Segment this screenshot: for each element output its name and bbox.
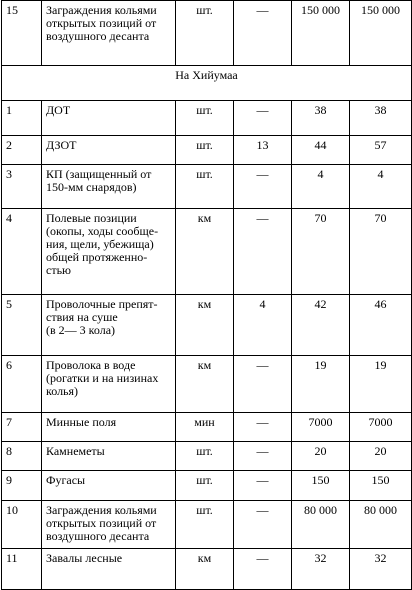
- row-number: 11: [2, 548, 42, 589]
- table-row: [2, 100, 412, 135]
- row-name: Полевые позиции (окопы, ходы сообще- ния, щели, убежища) общей протяженно- стью: [42, 208, 176, 295]
- row-value-1: 13: [234, 135, 292, 164]
- row-value-2: 32: [292, 548, 350, 589]
- table-row: [2, 356, 412, 413]
- row-unit: шт.: [176, 500, 234, 548]
- row-number: 3: [2, 165, 42, 208]
- row-value-3: 4: [350, 165, 412, 208]
- row-value-2: 150: [292, 471, 350, 500]
- row-unit: шт.: [176, 471, 234, 500]
- row-value-2: 38: [292, 100, 350, 135]
- row-value-3: 20: [350, 442, 412, 471]
- row-number: 4: [2, 208, 42, 295]
- table-row: [2, 165, 412, 208]
- fortification-table: [1, 0, 412, 590]
- row-name: Завалы лесные: [42, 548, 176, 589]
- row-unit: км: [176, 295, 234, 356]
- row-value-3: 7000: [350, 412, 412, 441]
- row-value-2: 4: [292, 165, 350, 208]
- row-unit: шт.: [176, 442, 234, 471]
- row-value-2: 70: [292, 208, 350, 295]
- table-row: [2, 548, 412, 589]
- row-unit: км: [176, 208, 234, 295]
- row-name: ДЗОТ: [42, 135, 176, 164]
- row-name: Фугасы: [42, 471, 176, 500]
- row-value-1: —: [234, 208, 292, 295]
- row-number: 2: [2, 135, 42, 164]
- row-value-1: —: [234, 165, 292, 208]
- row-unit: шт.: [176, 165, 234, 208]
- row-unit: мин: [176, 412, 234, 441]
- row-value-1: —: [234, 442, 292, 471]
- row-number: 10: [2, 500, 42, 548]
- row-value-3: 70: [350, 208, 412, 295]
- row-unit: км: [176, 356, 234, 413]
- row-value-2: 20: [292, 442, 350, 471]
- row-value-2: 44: [292, 135, 350, 164]
- row-name: КП (защищенный от 150-мм снарядов): [42, 165, 176, 208]
- row-value-2: 42: [292, 295, 350, 356]
- table-row: [2, 442, 412, 471]
- row-name: Заграждения кольями открытых позиций от воздушного десанта: [42, 1, 176, 66]
- table-row: [2, 1, 412, 66]
- table-row: [2, 135, 412, 164]
- row-name: Проволочные препят- ствия на суше (в 2— 3 кола): [42, 295, 176, 356]
- row-value-1: —: [234, 471, 292, 500]
- section-header-row: [2, 66, 412, 101]
- row-number: 5: [2, 295, 42, 356]
- row-value-3: 38: [350, 100, 412, 135]
- table-body: [2, 100, 412, 589]
- row-value-1: —: [234, 548, 292, 589]
- row-value-2: 19: [292, 356, 350, 413]
- row-unit: шт.: [176, 1, 234, 66]
- row-value-2: 150 000: [292, 1, 350, 66]
- row-value-3: 150 000: [350, 1, 412, 66]
- row-value-1: —: [234, 412, 292, 441]
- table-row: [2, 208, 412, 295]
- section-header: На Хийумаа: [2, 66, 412, 101]
- row-value-3: 32: [350, 548, 412, 589]
- row-name: Заграждения кольями открытых позиций от воздушного десанта: [42, 500, 176, 548]
- row-number: 1: [2, 100, 42, 135]
- row-value-1: 4: [234, 295, 292, 356]
- row-name: ДОТ: [42, 100, 176, 135]
- row-value-3: 46: [350, 295, 412, 356]
- row-number: 8: [2, 442, 42, 471]
- row-value-2: 7000: [292, 412, 350, 441]
- row-name: Проволока в воде (рогатки и на низинах колья): [42, 356, 176, 413]
- row-unit: км: [176, 548, 234, 589]
- row-value-3: 150: [350, 471, 412, 500]
- row-value-1: —: [234, 500, 292, 548]
- row-name: Камнеметы: [42, 442, 176, 471]
- table-row: [2, 412, 412, 441]
- table-row: [2, 295, 412, 356]
- row-value-1: —: [234, 356, 292, 413]
- row-value-3: 57: [350, 135, 412, 164]
- row-value-1: —: [234, 1, 292, 66]
- row-value-3: 19: [350, 356, 412, 413]
- row-value-2: 80 000: [292, 500, 350, 548]
- row-number: 9: [2, 471, 42, 500]
- row-unit: шт.: [176, 135, 234, 164]
- row-unit: шт.: [176, 100, 234, 135]
- row-name: Минные поля: [42, 412, 176, 441]
- row-number: 6: [2, 356, 42, 413]
- row-value-3: 80 000: [350, 500, 412, 548]
- table-row: [2, 471, 412, 500]
- row-number: 15: [2, 1, 42, 66]
- table-row: [2, 500, 412, 548]
- row-value-1: —: [234, 100, 292, 135]
- row-number: 7: [2, 412, 42, 441]
